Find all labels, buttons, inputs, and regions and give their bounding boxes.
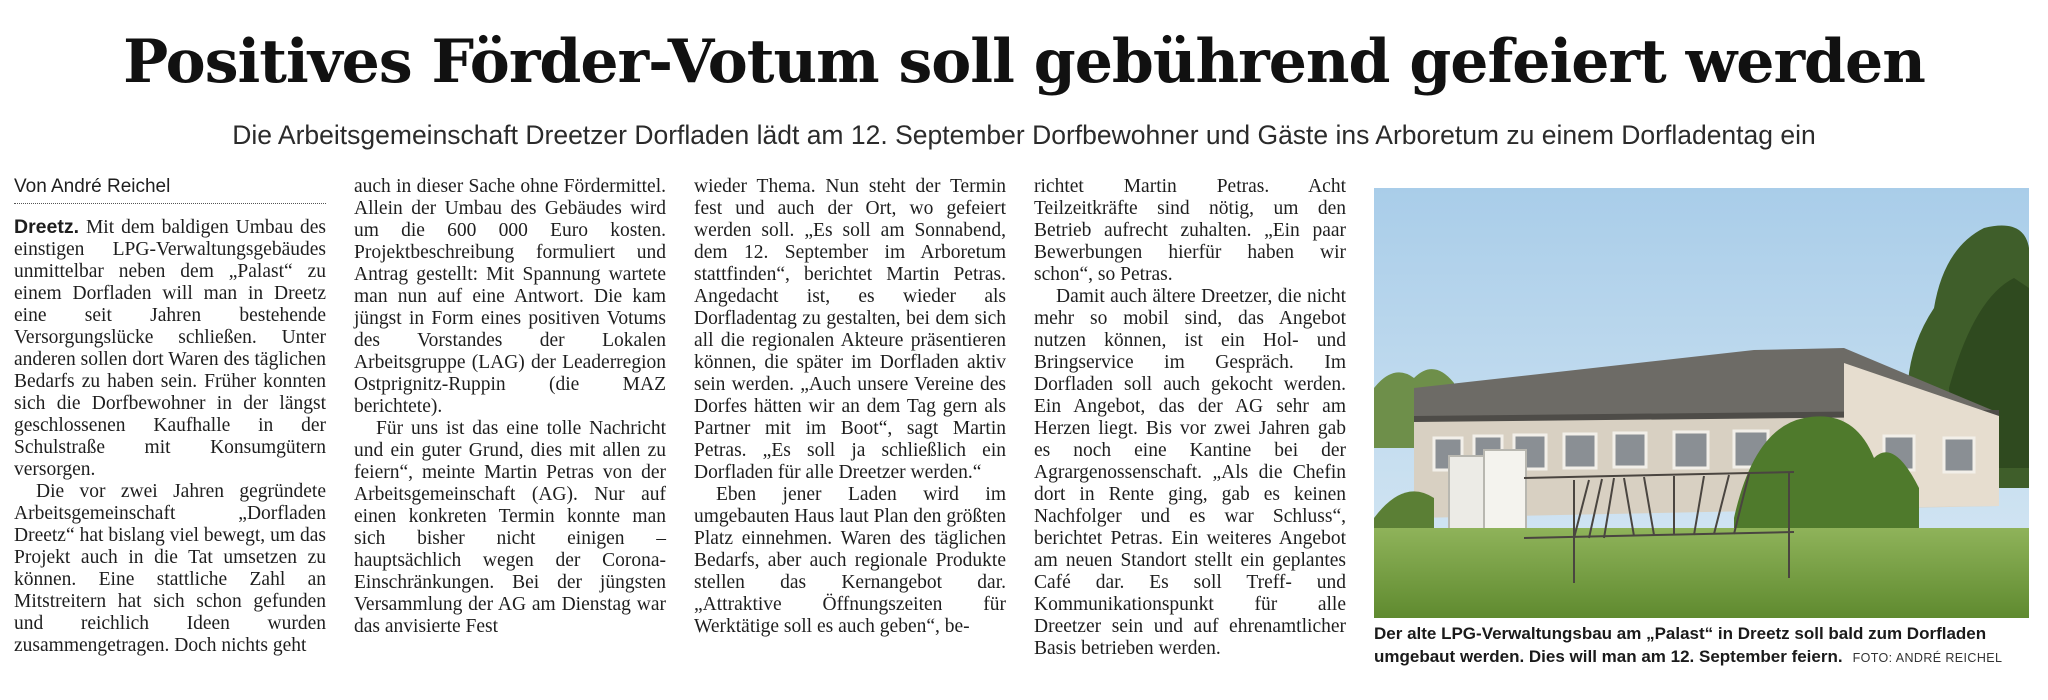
article-paragraph: Damit auch ältere Dreetzer, die nicht mehr so mobil sind, das Angebot nutzen können, ist ein Hol- und Bringservice im Gespräch. Im Dorfladen soll auch gekocht werden. Ein Angebot, das der AG sehr am Herzen liegt. Bis vor zwei Jahren gab es noch eine Kantine bei der Agrargenossenschaft. „Als die Chefin dort in Rente ging, gab es keinen Nachfolger und es war Schluss“, berichtet Petras. Ein weiteres Angebot am neuen Standort stellt ein geplantes Café dar. Es soll Treff- und Kommunikationspunkt für alle Dreetzer sein und auf ehrenamtlicher Basis betrieben werden. — [1034, 286, 1346, 659]
article-photo — [1374, 188, 2029, 618]
article-paragraph: Für uns ist das eine tolle Nachricht und ein guter Grund, dies mit allen zu feiern“, meinte Martin Petras von der Arbeitsgemeinschaft (AG). Nur auf einen konkreten Termin konnte man sich bisher nicht einigen – hauptsächlich wegen der Corona-Einschränkungen. Bei der jüngsten Versammlung der AG am Dienstag war das anvisierte Fest — [354, 418, 666, 637]
photo-credit: FOTO: ANDRÉ REICHEL — [1852, 651, 2003, 665]
article-paragraph — [14, 216, 326, 481]
article-paragraph: richtet Martin Petras. Acht Teilzeitkräfte sind nötig, um den Betrieb aufrecht zuhalten. „Ein paar Bewerbungen hierfür haben wir schon“, so Petras. — [1034, 176, 1346, 285]
article-column-3 — [694, 176, 1006, 638]
article-paragraph: wieder Thema. Nun steht der Termin fest und auch der Ort, wo gefeiert werden soll. „Es soll am Sonnabend, dem 12. September im Arboretum stattfinden“, berichtet Martin Petras. Angedacht ist, es wieder als Dorfladentag zu gestalten, bei dem sich all die regionalen Akteure präsentieren können, die später im Dorfladen aktiv sein werden. „Auch unsere Vereine des Dorfes hätten wir an dem Tag gern als Partner mit im Boot“, sagt Martin Petras. „Es soll ja schließlich ein Dorfladen für alle Dreetzer werden.“ — [694, 176, 1006, 483]
headline: Positives Förder-Votum soll gebührend gefeiert werden — [123, 27, 1925, 97]
article-paragraph: Eben jener Laden wird im umgebauten Haus laut Plan den größten Platz einnehmen. Waren des täglichen Bedarfs, aber auch regionale Produkte stellen das Kernangebot dar. „Attraktive Öffnungszeiten für Werktätige soll es auch geben“, be- — [694, 484, 1006, 637]
article-column-4 — [1034, 176, 1346, 660]
subheadline: Die Arbeitsgemeinschaft Dreetzer Dorfladen lädt am 12. September Dorfbewohner und Gäste ins Arboretum zu einem Dorfladentag ein — [232, 120, 1816, 150]
building-photo-illustration — [1374, 188, 2029, 618]
paragraph-text: Mit dem baldigen Umbau des einstigen LPG-Verwaltungsgebäudes unmittelbar neben dem „Palast“ zu einem Dorfladen will man in Dreetz eine seit Jahren bestehende Versorgungslücke schließen. Unter anderen sollen dort Waren des täglichen Bedarfs zu haben sein. Früher konnten sich die Dorfbewohner in der längst geschlossenen Kaufhalle in der Schulstraße mit Konsumgütern versorgen. — [14, 217, 326, 480]
article-paragraph: Die vor zwei Jahren gegründete Arbeitsgemeinschaft „Dorfladen Dreetz“ hat bislang viel bewegt, um das Projekt auch in die Tat umsetzen zu können. Eine stattliche Zahl an Mitstreitern hat sich schon gefunden und reichlich Ideen wurden zusammengetragen. Doch nichts geht — [14, 481, 326, 656]
caption-text: Der alte LPG-Verwaltungsbau am „Palast“ in Dreetz soll bald zum Dorfladen umgebaut werden. Dies will man am 12. September feiern. — [1374, 624, 1987, 666]
dateline: Dreetz. — [14, 216, 80, 238]
article-paragraph: auch in dieser Sache ohne Fördermittel. Allein der Umbau des Gebäudes wird um die 600 000 Euro kosten. Projektbeschreibung formuliert und Antrag gestellt: Mit Spannung wartete man nun auf eine Antwort. Die kam jüngst in Form eines positiven Votums des Vorstandes der Lokalen Arbeitsgruppe (LAG) der Leaderregion Ostprignitz-Ruppin (die MAZ berichtete). — [354, 176, 666, 417]
photo-caption — [1374, 622, 2034, 670]
article-column-1 — [14, 176, 326, 657]
byline: Von André Reichel — [14, 176, 326, 204]
lawn — [1374, 528, 2029, 618]
article-column-2 — [354, 176, 666, 638]
